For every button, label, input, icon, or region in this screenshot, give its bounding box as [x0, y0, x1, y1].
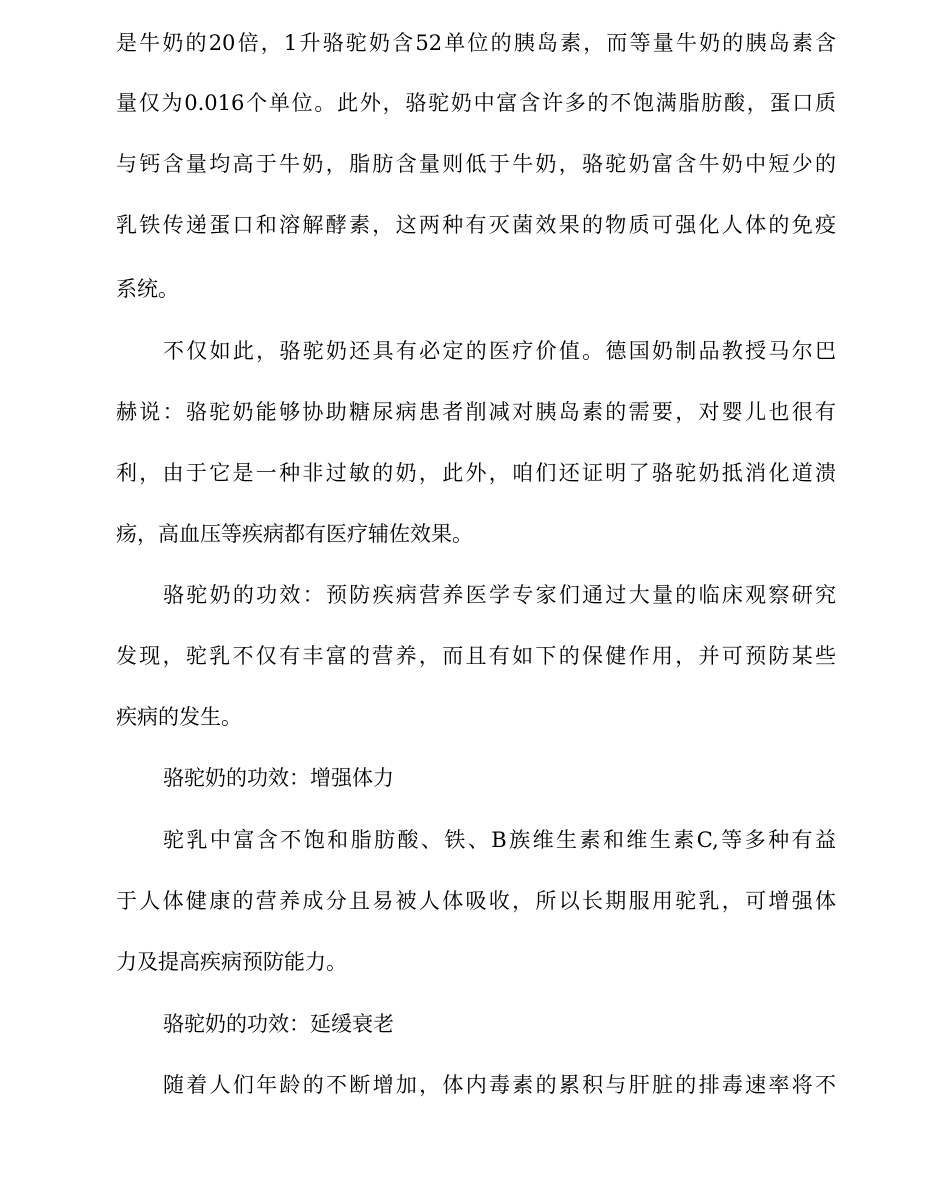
text-line: 利，由于它是一种非过敏的奶，此外，咱们还证明了骆驼奶抵消化道溃 — [116, 461, 836, 485]
text-line: 发现，驼乳不仅有丰富的营养，而且有如下的保健作用，并可预防某些 — [116, 644, 836, 668]
paragraph-first-line: 不仅如此，骆驼奶还具有必定的医疗价值。德国奶制品教授马尔巴 — [163, 339, 836, 363]
text-line: 与钙含量均高于牛奶，脂肪含量则低于牛奶，骆驼奶富含牛奶中短少的 — [116, 152, 836, 176]
text-line: 量仅为0.016个单位。此外，骆驼奶中富含许多的不饱满脂肪酸，蛋口质 — [116, 91, 836, 115]
text-line: 是牛奶的20倍，1升骆驼奶含52单位的胰岛素，而等量牛奶的胰岛素含 — [116, 31, 836, 55]
text-line: 疾病的发生。 — [116, 705, 242, 729]
paragraph-first-line: 驼乳中富含不饱和脂肪酸、铁、B族维生素和维生素C,等多种有益 — [163, 828, 836, 852]
text-line: 疡，高血压等疾病都有医疗辅佐效果。 — [116, 522, 473, 546]
paragraph-first-line: 骆驼奶的功效：预防疾病营养医学专家们通过大量的临床观察研究 — [163, 583, 836, 607]
text-line: 系统。 — [116, 277, 179, 301]
section-heading: 骆驼奶的功效：增强体力 — [163, 766, 394, 790]
text-line: 力及提高疾病预防能力。 — [116, 950, 347, 974]
text-line: 于人体健康的营养成分且易被人体吸收，所以长期服用驼乳，可增强体 — [116, 889, 836, 913]
text-line: 乳铁传递蛋口和溶解酵素，这两种有灭菌效果的物质可强化人体的免疫 — [116, 213, 836, 237]
paragraph-first-line: 随着人们年龄的不断增加，体内毒素的累积与肝脏的排毒速率将不 — [163, 1073, 836, 1097]
text-line: 赫说：骆驼奶能够协助糖尿病患者削减对胰岛素的需要，对婴儿也很有 — [116, 400, 836, 424]
section-heading: 骆驼奶的功效：延缓衰老 — [163, 1012, 394, 1036]
